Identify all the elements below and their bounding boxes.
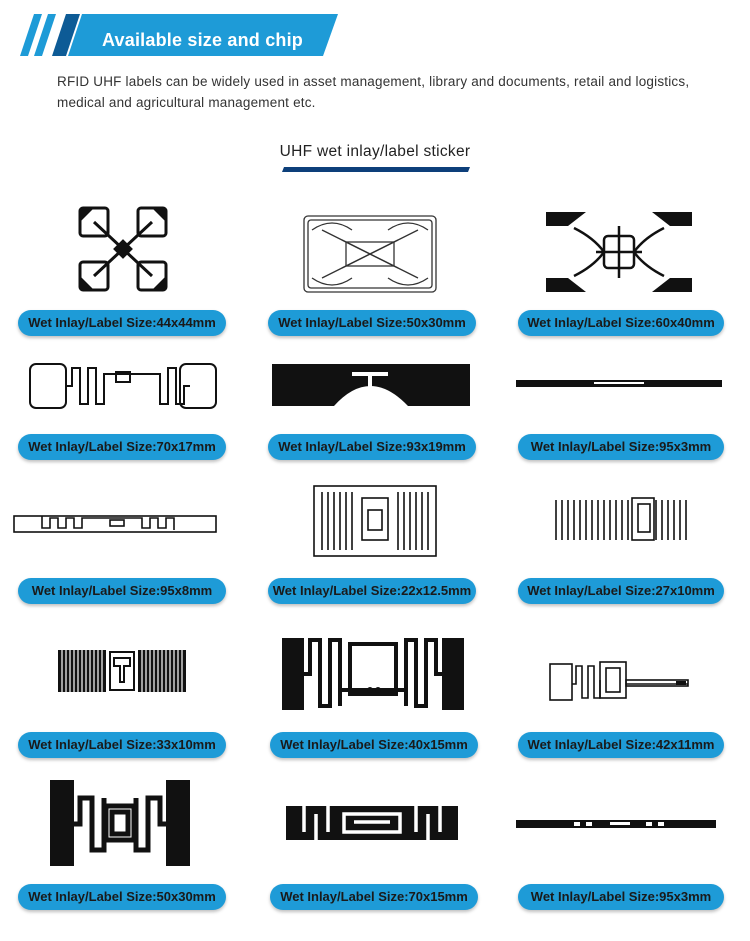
size-label: Wet Inlay/Label Size:50x30mm [268,310,476,336]
inlay-item [18,356,258,464]
banner-title: Available size and chip [102,30,304,50]
size-label: Wet Inlay/Label Size:70x17mm [18,434,226,460]
comb-inlay-icon [552,480,692,550]
intro-text: RFID UHF labels can be widely used in asset management, library and documents, retail and logistics, medical and agricultural management etc. [57,74,690,110]
size-label: Wet Inlay/Label Size:22x12.5mm [268,578,476,604]
inlay-item [268,480,508,610]
long-meander-inlay-icon [12,480,218,540]
inlay-item [18,200,258,340]
inlay-item [268,778,508,912]
cross-inlay-icon [544,200,694,296]
inlay-item [518,632,750,758]
size-label: Wet Inlay/Label Size:95x3mm [518,434,724,460]
section-title: UHF wet inlay/label sticker [279,143,471,160]
size-label: Wet Inlay/Label Size:40x15mm [270,732,478,758]
section-underline [280,167,472,175]
inlay-item [518,356,750,464]
square-meander-inlay-icon [312,480,438,558]
tail-inlay-icon [548,632,692,702]
inlay-item [518,480,750,610]
inlay-item [18,480,258,610]
size-label: Wet Inlay/Label Size:93x19mm [268,434,476,460]
butterfly-inlay-icon [302,200,438,296]
slot-meander-inlay-icon [284,778,460,848]
size-label: Wet Inlay/Label Size:27x10mm [518,578,724,604]
inlay-item [18,632,258,758]
inlay-item [268,632,508,758]
size-label: Wet Inlay/Label Size:42x11mm [518,732,724,758]
thin-notched-inlay-icon [514,778,718,838]
block-meander-inlay-icon [280,632,466,712]
inlay-item [518,200,750,340]
inlay-item [268,200,508,340]
size-label: Wet Inlay/Label Size:95x8mm [18,578,226,604]
section-banner [20,14,340,56]
inlay-item [518,778,750,912]
thin-strip-inlay-icon [514,356,724,396]
wide-block-inlay-icon [48,778,192,868]
x-shape-inlay-icon [78,200,168,298]
size-label: Wet Inlay/Label Size:50x30mm [18,884,226,910]
size-label: Wet Inlay/Label Size:60x40mm [518,310,724,336]
meander-inlay-icon [28,356,218,412]
inlay-item [18,778,258,912]
size-label: Wet Inlay/Label Size:70x15mm [270,884,478,910]
size-label: Wet Inlay/Label Size:33x10mm [18,732,226,758]
dense-comb-inlay-icon [52,632,192,702]
size-label: Wet Inlay/Label Size:95x3mm [518,884,724,910]
size-label: Wet Inlay/Label Size:44x44mm [18,310,226,336]
bar-inlay-icon [270,356,472,408]
inlay-item [268,356,508,464]
